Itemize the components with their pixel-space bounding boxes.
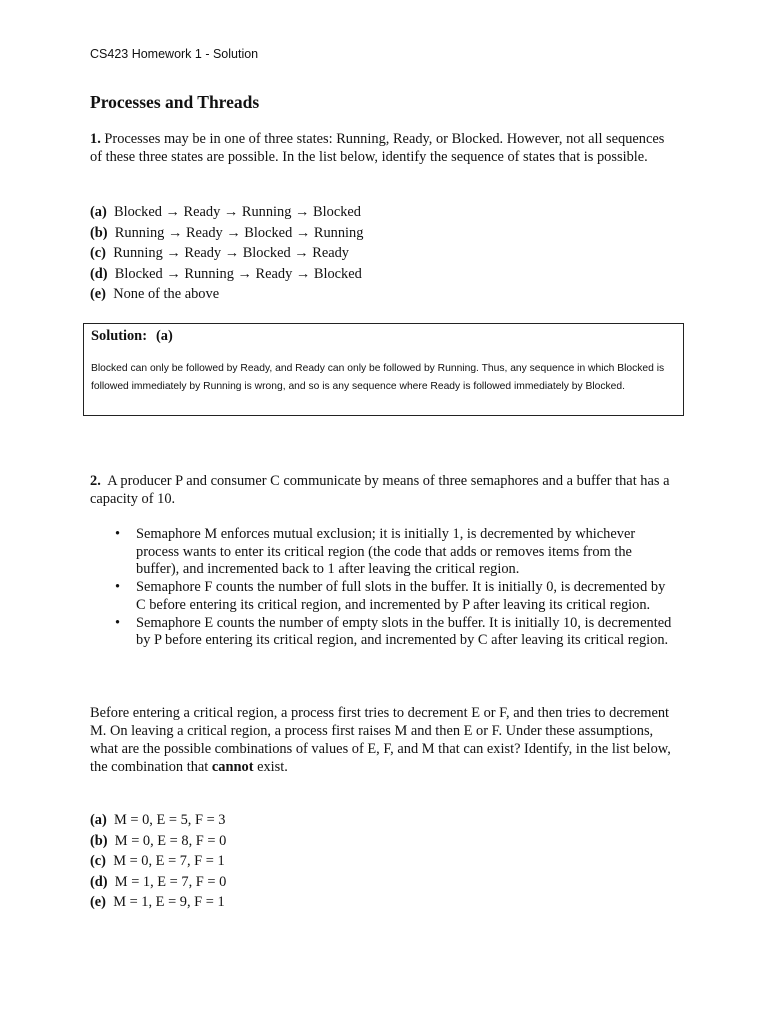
question-2-options bbox=[90, 810, 226, 913]
semaphore-list bbox=[115, 526, 675, 650]
solution-heading bbox=[91, 328, 173, 345]
question-1-number: 1. bbox=[90, 131, 101, 147]
document-header: CS423 Homework 1 - Solution bbox=[90, 47, 259, 61]
option-text: None of the above bbox=[113, 286, 220, 303]
question-2-number: 2. bbox=[90, 473, 101, 489]
option-item bbox=[90, 831, 226, 852]
solution-explanation: Blocked can only be followed by Ready, and Ready can only be followed by Running. Thus, any sequence in which Blocked is followed immediately by Running is wrong, and so is any sequence where Ready is followed immediately by Blocked. bbox=[91, 363, 665, 393]
bullet-text: Semaphore M enforces mutual exclusion; it is initially 1, is decremented by whichever process wants to enter its critical region (the code that adds or removes items from the buffer), and incremented back to 1 after leaving the critical region. bbox=[136, 526, 636, 578]
section-title: Processes and Threads bbox=[90, 92, 260, 112]
bullet-text: Semaphore E counts the number of empty slots in the buffer. It is initially 10, is decremented by P before entering its critical region, and incremented by C after leaving its critical region. bbox=[136, 614, 672, 649]
solution-box bbox=[83, 323, 684, 416]
option-item bbox=[90, 264, 363, 285]
option-item bbox=[90, 892, 226, 913]
option-letter: (d) bbox=[90, 873, 108, 890]
option-item bbox=[90, 243, 363, 264]
list-item bbox=[115, 615, 675, 650]
option-text: Running → Ready → Blocked → Ready bbox=[113, 245, 350, 262]
list-item bbox=[115, 526, 675, 579]
option-letter: (c) bbox=[90, 853, 106, 870]
solution-answer: (a) bbox=[155, 328, 173, 344]
option-item bbox=[90, 872, 226, 893]
question-2-body-end: exist. bbox=[253, 759, 288, 775]
option-text: Blocked → Running → Ready → Blocked bbox=[114, 265, 362, 282]
question-2-intro bbox=[90, 472, 675, 508]
bullet-marker: • bbox=[115, 614, 121, 631]
option-text: Blocked → Ready → Running → Blocked bbox=[113, 204, 361, 220]
option-text: Running → Ready → Blocked → Running bbox=[114, 224, 364, 241]
question-1-options bbox=[90, 202, 363, 305]
option-item bbox=[90, 810, 226, 831]
option-item bbox=[90, 851, 226, 872]
option-letter: (b) bbox=[90, 832, 108, 849]
solution-label: Solution: bbox=[91, 328, 147, 344]
option-letter: (e) bbox=[90, 286, 106, 303]
option-letter: (d) bbox=[90, 265, 108, 282]
option-text: M = 0, E = 8, F = 0 bbox=[114, 832, 227, 849]
question-2-body bbox=[90, 704, 675, 776]
question-2-intro-text: A producer P and consumer C communicate by means of three semaphores and a buffer that has a capacity of 10. bbox=[90, 473, 670, 507]
question-1-text bbox=[90, 130, 675, 166]
question-2-body-text: Before entering a critical region, a process first tries to decrement E or F, and then tries to decrement M. On leaving a critical region, a process first raises M and then E or F. Under these assumptions, what are the possible combinations of values of E, F, and M that can exist? Identify, in the list below, the combination that bbox=[90, 705, 671, 775]
list-item bbox=[115, 579, 675, 614]
option-letter: (a) bbox=[90, 812, 107, 828]
option-letter: (e) bbox=[90, 894, 106, 911]
option-letter: (b) bbox=[90, 224, 108, 241]
option-text: M = 0, E = 5, F = 3 bbox=[113, 812, 226, 828]
option-letter: (a) bbox=[90, 204, 107, 220]
bullet-text: Semaphore F counts the number of full slots in the buffer. It is initially 0, is decremented by C before entering its critical region, and incremented by P after leaving its critical region. bbox=[136, 579, 666, 613]
option-item bbox=[90, 223, 363, 244]
option-text: M = 0, E = 7, F = 1 bbox=[113, 853, 225, 870]
bullet-marker: • bbox=[115, 579, 121, 596]
option-letter: (c) bbox=[90, 245, 106, 262]
option-text: M = 1, E = 7, F = 0 bbox=[114, 873, 227, 890]
bullet-marker: • bbox=[115, 526, 121, 542]
question-1-body: Processes may be in one of three states: Running, Ready, or Blocked. However, not all sequences of these three states are possible. In the list below, identify the sequence of states that is possible. bbox=[90, 131, 665, 165]
option-text: M = 1, E = 9, F = 1 bbox=[113, 894, 225, 911]
option-item bbox=[90, 202, 363, 223]
emphasis-cannot: cannot bbox=[211, 759, 254, 775]
option-item bbox=[90, 284, 363, 305]
